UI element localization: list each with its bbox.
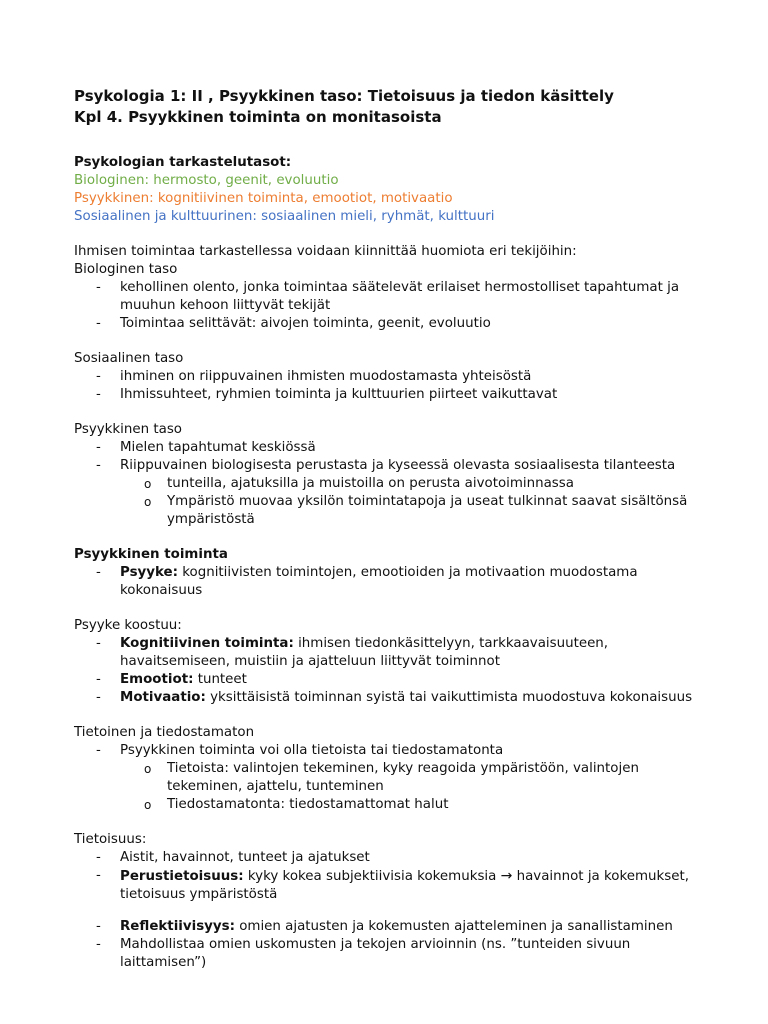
level-biological: Biologinen: hermosto, geenit, evoluutio	[74, 173, 339, 188]
bio-heading: Biologinen taso	[74, 262, 178, 277]
list-item: - Mahdollistaa omien uskomusten ja tekojen arvioinnin (ns. ”tunteiden sivuun laittamisen”)	[96, 937, 631, 970]
term-emotions: Emootiot:	[120, 672, 194, 687]
psychic-heading: Psyykkinen taso	[74, 422, 182, 437]
term-basic-awareness: Perustietoisuus:	[120, 869, 244, 884]
sub-list-item: o Tiedostamatonta: tiedostamattomat halut	[144, 797, 449, 812]
list-item: - Emootiot: tunteet	[96, 672, 247, 687]
list-item: - Kognitiivinen toiminta: ihmisen tiedonkäsittelyyn, tarkkaavaisuuteen, havaitsemiseen, muistiin ja ajatteluun liittyvät toiminnot	[96, 636, 609, 669]
list-item: - ihminen on riippuvainen ihmisten muodostamasta yhteisöstä	[96, 369, 532, 384]
arrow-right-icon: →	[500, 868, 513, 884]
psyche-heading: Psyyke koostuu:	[74, 618, 182, 633]
list-item: - Perustietoisuus: kyky kokea subjektiivisia kokemuksia → havainnot ja kokemukset, tietoisuus ympäristöstä	[96, 868, 689, 902]
list-item: - Reflektiivisyys: omien ajatusten ja kokemusten ajatteleminen ja sanallistaminen	[96, 919, 673, 934]
list-item: - Mielen tapahtumat keskiössä	[96, 440, 316, 455]
levels-heading: Psykologian tarkastelutasot:	[74, 155, 292, 170]
list-item: - Ihmissuhteet, ryhmien toiminta ja kulttuurien piirteet vaikuttavat	[96, 387, 558, 402]
intro-text: Ihmisen toimintaa tarkastellessa voidaan kiinnittää huomiota eri tekijöihin:	[74, 244, 577, 259]
list-item: - Riippuvainen biologisesta perustasta ja kyseessä olevasta sosiaalisesta tilanteesta	[96, 458, 676, 473]
awareness-heading: Tietoisuus:	[74, 832, 147, 847]
conscious-heading: Tietoinen ja tiedostamaton	[74, 725, 255, 740]
sub-list-item: o tunteilla, ajatuksilla ja muistoilla on perusta aivotoiminnassa	[144, 476, 574, 491]
list-item: - Motivaatio: yksittäisistä toiminnan syistä tai vaikuttimista muodostuva kokonaisuus	[96, 690, 693, 705]
term-cognitive: Kognitiivinen toiminta:	[120, 636, 294, 651]
list-item: - Psyyke: kognitiivisten toimintojen, emootioiden ja motivaation muodostama kokonaisuus	[96, 565, 638, 598]
term-reflectivity: Reflektiivisyys:	[120, 919, 235, 934]
list-item: - Toimintaa selittävät: aivojen toiminta, geenit, evoluutio	[96, 316, 491, 331]
sub-list-item: o Ympäristö muovaa yksilön toimintatapoja ja useat tulkinnat saavat sisältönsä ympäristöstä	[144, 494, 688, 527]
title-line-2: Kpl 4. Psyykkinen toiminta on monitasoista	[74, 108, 442, 126]
term-motivation: Motivaatio:	[120, 690, 206, 705]
activity-heading: Psyykkinen toiminta	[74, 547, 228, 562]
term-psyyke: Psyyke:	[120, 565, 178, 580]
level-psychic: Psyykkinen: kognitiivinen toiminta, emootiot, motivaatio	[74, 191, 453, 206]
social-heading: Sosiaalinen taso	[74, 351, 184, 366]
level-social: Sosiaalinen ja kulttuurinen: sosiaalinen mieli, ryhmät, kulttuuri	[74, 209, 495, 224]
list-item: - Aistit, havainnot, tunteet ja ajatukset	[96, 850, 370, 865]
list-item: - kehollinen olento, jonka toimintaa säätelevät erilaiset hermostolliset tapahtumat ja muuhun kehoon liittyvät tekijät	[96, 280, 680, 313]
sub-list-item: o Tietoista: valintojen tekeminen, kyky reagoida ympäristöön, valintojen tekeminen, ajattelu, tunteminen	[144, 761, 639, 794]
title-line-1: Psykologia 1: II , Psyykkinen taso: Tietoisuus ja tiedon käsittely	[74, 87, 614, 105]
document-content	[74, 86, 714, 972]
list-item: - Psyykkinen toiminta voi olla tietoista tai tiedostamatonta	[96, 743, 504, 758]
